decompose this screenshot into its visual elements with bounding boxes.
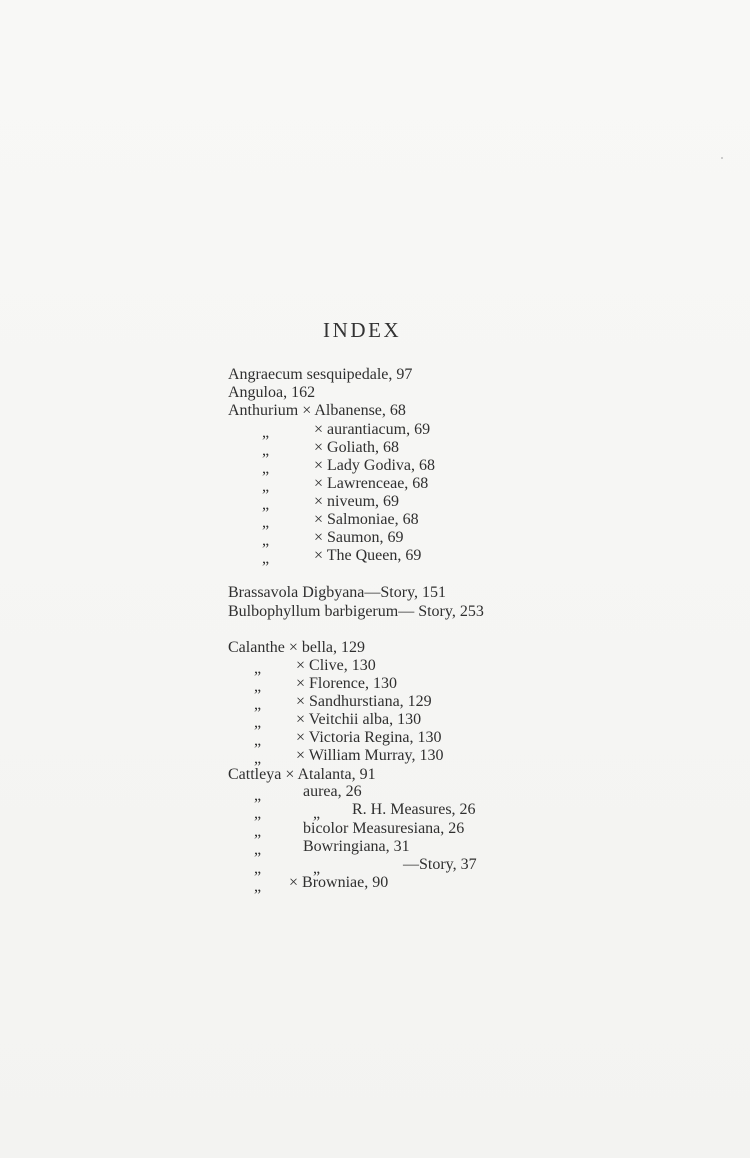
index-entry: × Salmoniae, 68 [314, 511, 419, 528]
ditto-mark: „ [254, 841, 262, 858]
ditto-mark: „ [254, 732, 262, 749]
index-entry: Calanthe × bella, 129 [228, 639, 365, 656]
index-entry: × William Murray, 130 [296, 747, 444, 764]
index-entry: × The Queen, 69 [314, 547, 422, 564]
ditto-mark: „ [254, 878, 262, 895]
index-entry: Anguloa, 162 [228, 384, 316, 401]
index-entry: × Sandhurstiana, 129 [296, 693, 432, 710]
index-entry: —Story, 37 [403, 856, 477, 873]
index-entry: aurea, 26 [303, 783, 362, 800]
ditto-mark: „ [262, 460, 270, 477]
index-entry: Bowringiana, 31 [303, 838, 410, 855]
ditto-mark: „ [262, 514, 270, 531]
index-entry: Angraecum sesquipedale, 97 [228, 366, 413, 383]
ditto-mark: „ [313, 805, 321, 822]
ditto-mark: „ [254, 660, 262, 677]
ditto-mark: „ [262, 424, 270, 441]
ditto-mark: „ [262, 496, 270, 513]
index-entry: × Browniae, 90 [289, 874, 389, 891]
ditto-mark: „ [262, 442, 270, 459]
index-entry: Anthurium × Albanense, 68 [228, 402, 406, 419]
index-entry: × Lady Godiva, 68 [314, 457, 435, 474]
index-entry: R. H. Measures, 26 [352, 801, 476, 818]
index-entry: × Goliath, 68 [314, 439, 400, 456]
ditto-mark: „ [254, 678, 262, 695]
paper-speck [721, 157, 723, 159]
index-entry: × Victoria Regina, 130 [296, 729, 442, 746]
ditto-mark: „ [262, 550, 270, 567]
ditto-mark: „ [254, 860, 262, 877]
index-entry: Cattleya × Atalanta, 91 [228, 766, 376, 783]
ditto-mark: „ [313, 860, 321, 877]
ditto-mark: „ [254, 696, 262, 713]
index-entry: × aurantiacum, 69 [314, 421, 431, 438]
index-entry: × Veitchii alba, 130 [296, 711, 422, 728]
index-title: INDEX [323, 318, 402, 342]
ditto-mark: „ [254, 750, 262, 767]
index-entry: Bulbophyllum barbigerum— Story, 253 [228, 603, 484, 620]
ditto-mark: „ [254, 714, 262, 731]
index-entry: × Lawrenceae, 68 [314, 475, 429, 492]
index-entry: × Saumon, 69 [314, 529, 404, 546]
ditto-mark: „ [254, 787, 262, 804]
index-entry: × niveum, 69 [314, 493, 400, 510]
ditto-mark: „ [262, 478, 270, 495]
ditto-mark: „ [254, 823, 262, 840]
index-entry: bicolor Measuresiana, 26 [303, 820, 465, 837]
index-entry: × Florence, 130 [296, 675, 397, 692]
ditto-mark: „ [262, 532, 270, 549]
index-entry: × Clive, 130 [296, 657, 376, 674]
ditto-mark: „ [254, 805, 262, 822]
index-entry: Brassavola Digbyana—Story, 151 [228, 584, 447, 601]
